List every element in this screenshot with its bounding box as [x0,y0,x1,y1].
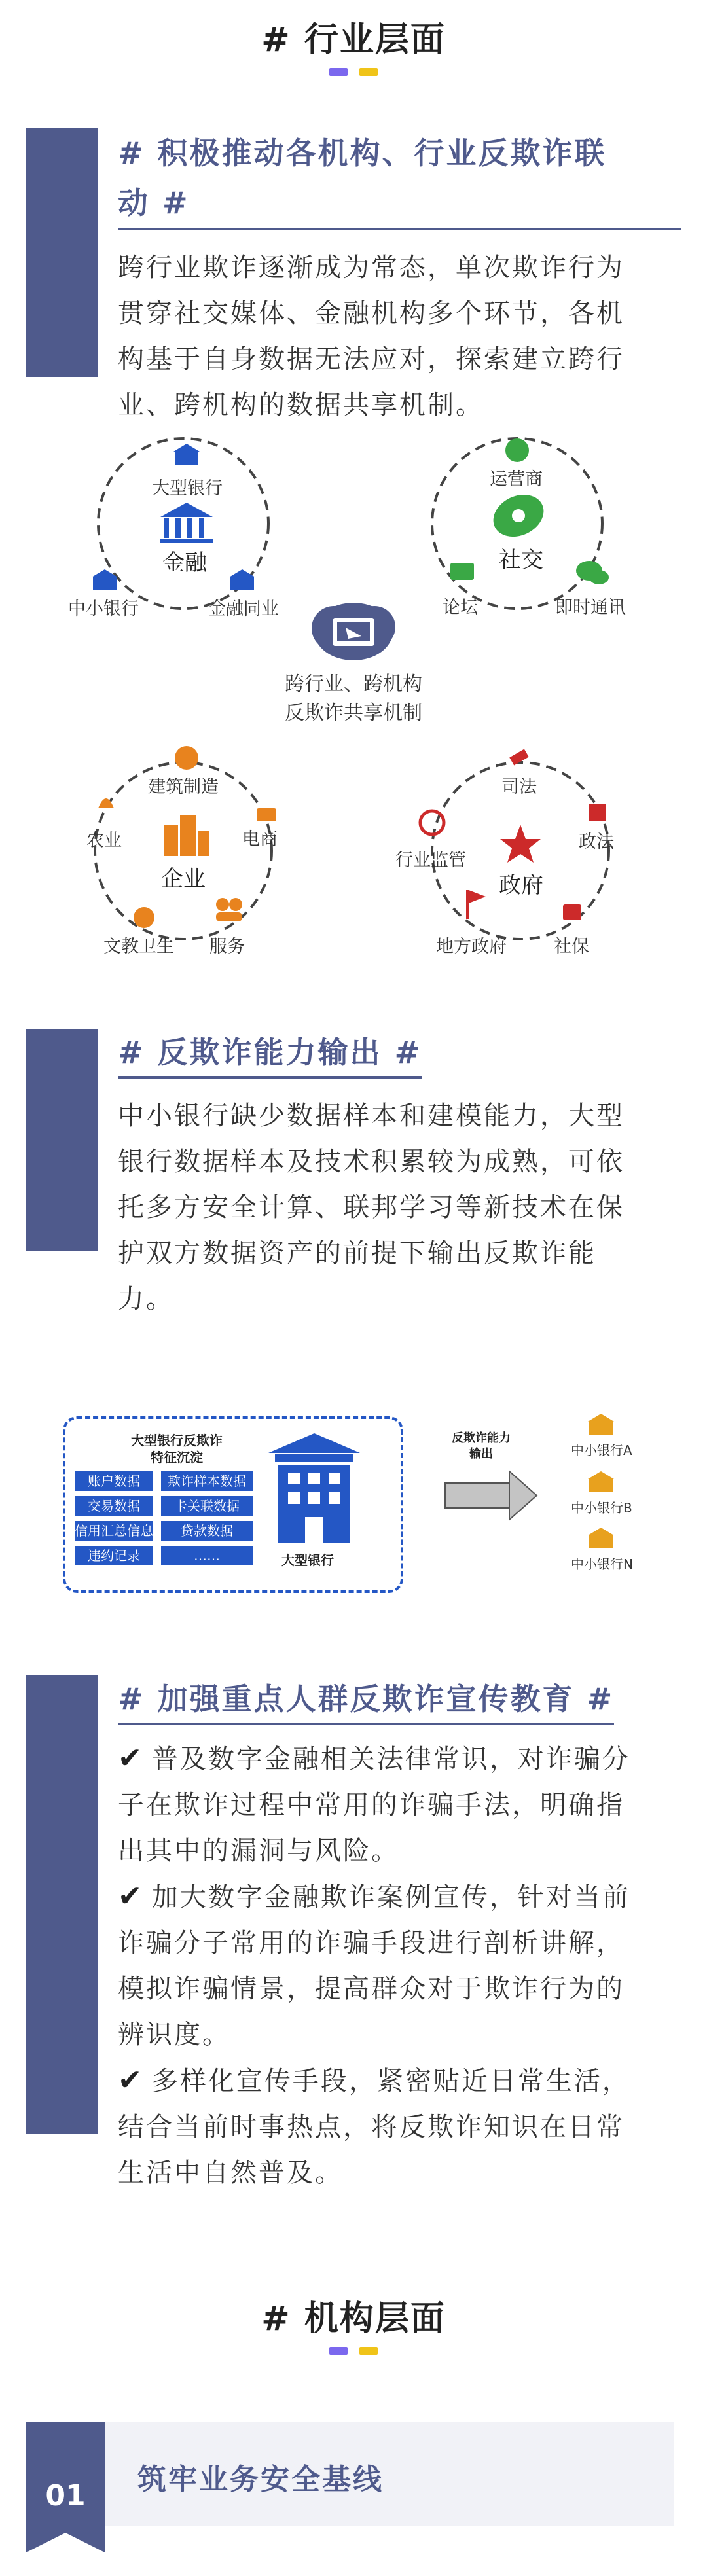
large-bank-label: 大型银行 [281,1552,334,1568]
node-social-security: 社保 [554,937,589,957]
checklist-line: 模拟诈骗情景，提高群众对于欺诈行为的 [118,1974,625,2004]
para-line: 力。 [118,1284,174,1314]
box-title-line: 大型银行反欺诈 [131,1433,223,1448]
globe-icon [505,438,529,462]
section-title-institution: # 机构层面 [261,2299,446,2338]
node-service: 服务 [209,937,245,957]
small-bank-n-icon [588,1528,614,1548]
checklist-line: 诈骗分子常用的诈骗手段进行剖析讲解， [118,1928,625,1958]
receiver-b: 中小银行B [571,1500,632,1516]
sharing-diagram [0,432,707,969]
item-number: 01 [45,2479,86,2513]
check-icon: ✔ [118,2064,144,2097]
chat-icon [576,561,609,584]
small-bank-a-icon [588,1414,614,1435]
para-line: 跨行业欺诈逐渐成为常态，单次欺诈行为 [118,253,625,283]
center-line: 跨行业、跨机构 [285,673,422,696]
checklist-item [118,1874,681,2058]
node-local-government: 地方政府 [436,937,507,957]
node-politics-law: 政法 [579,832,614,852]
politics-icon [589,804,606,821]
node-large-bank: 大型银行 [152,478,223,499]
checklist-line [118,1736,681,1782]
para-line: 中小银行缺少数据样本和建模能力，大型 [118,1101,625,1131]
forum-icon [450,563,474,580]
para-line: 托多方安全计算、联邦学习等新技术在保 [118,1192,625,1223]
tag-credit-summary: 信用汇总信息 [75,1521,153,1541]
checklist-line: 出其中的漏洞与风险。 [118,1836,399,1866]
item-01-card [26,2422,674,2526]
tag-account-data: 账户数据 [75,1471,153,1491]
check-icon: ✔ [118,1880,144,1913]
tag-default-record: 违约记录 [75,1546,153,1565]
large-bank-building-icon [268,1433,360,1543]
checklist-line [118,2058,681,2104]
card-cross-industry [26,128,681,420]
title-decoration [0,68,707,76]
bank-columns-icon [160,503,213,543]
card-accent-bar [26,1029,98,1251]
flag-icon [466,890,486,919]
box-title-line: 特征沉淀 [151,1450,203,1465]
node-industry-regulation: 行业监管 [395,850,466,870]
node-judiciary: 司法 [501,777,537,797]
node-agriculture: 农业 [86,831,122,851]
checklist-line: 结合当前时事热点，将反欺诈知识在日常 [118,2112,625,2142]
center-mechanism-label [255,668,452,725]
card-title-line1: # 积极推动各机构、行业反欺诈联 [118,135,607,171]
receiver-n: 中小银行N [571,1556,633,1572]
cart-icon [257,808,276,821]
card-title: # 反欺诈能力输出 # [118,1029,422,1079]
yellow-dash [359,2347,378,2355]
node-construction: 建筑制造 [148,777,219,797]
card-publicity-education [26,1675,681,2188]
card-title: # 加强重点人群反欺诈宣传教育 # [118,1675,614,1725]
purple-dash [329,2347,348,2355]
star-icon [500,825,541,863]
arrow-label-line: 反欺诈能力 [452,1431,511,1445]
checklist-line: 生活中自然普及。 [118,2158,343,2188]
capability-diagram [0,1407,707,1603]
item-label: 筑牢业务安全基线 [137,2463,384,2496]
small-bank-b-icon [588,1471,614,1492]
card-paragraph [118,245,681,428]
node-ecommerce: 电商 [242,829,278,850]
receiver-a: 中小银行A [571,1442,632,1458]
tag-fraud-sample: 欺诈样本数据 [161,1471,253,1491]
checklist-text: 加大数字金融欺诈案例宣传，针对当前 [151,1882,630,1912]
construction-icon [175,746,198,770]
arrow-label-line: 输出 [469,1447,493,1461]
hub-government: 政府 [499,872,543,899]
para-line: 银行数据样本及技术积累较为成熟，可依 [118,1147,625,1177]
node-small-bank: 中小银行 [68,599,139,619]
check-icon: ✔ [118,1742,144,1775]
checklist-line: 辨识度。 [118,2020,230,2050]
hub-finance: 金融 [162,550,207,576]
tag-card-association: 卡关联数据 [161,1496,253,1516]
hub-social: 社交 [499,547,543,573]
checklist-item [118,2058,681,2196]
tag-loan-data: 贷款数据 [161,1521,253,1541]
culture-icon [134,907,154,928]
output-arrow-icon [445,1471,537,1520]
center-line: 反欺诈共享机制 [285,702,422,724]
social-security-icon [563,904,581,920]
para-line: 护双方数据资产的前提下输出反欺诈能 [118,1238,596,1268]
arrow-label [445,1431,517,1462]
checklist [118,1736,681,2196]
small-bank-icon [92,569,118,590]
para-line: 贯穿社交媒体、金融机构多个环节，各机 [118,298,625,329]
node-forum: 论坛 [443,598,478,618]
social-leaf-icon [486,487,551,545]
yellow-dash [359,68,378,76]
card-paragraph [118,1093,681,1322]
checklist-item [118,1736,681,1874]
para-line: 业、跨机构的数据共享机制。 [118,390,484,420]
checklist-text: 普及数字金融相关法律常识，对诈骗分 [151,1744,630,1774]
card-title-line2: 动 # [118,178,681,230]
checklist-line: 子在欺诈过程中常用的诈骗手法，明确指 [118,1790,625,1820]
service-people-icon [216,898,242,921]
purple-dash [329,68,348,76]
node-carrier: 运营商 [490,469,543,490]
regulation-icon [420,811,444,834]
card-capability-output [26,1029,681,1317]
para-line: 构基于自身数据无法应对，探索建立跨行 [118,344,625,374]
checklist-line [118,1874,681,1920]
buildings-icon [164,815,209,856]
node-peer-bank: 金融同业 [208,599,279,619]
node-im: 即时通讯 [555,598,626,618]
hub-enterprise: 企业 [161,866,206,892]
cloud-monitor-icon [312,603,395,660]
tag-transaction-data: 交易数据 [75,1496,153,1516]
section-title-industry: # 行业层面 [261,20,446,60]
tag-ellipsis: …… [161,1546,253,1565]
card-accent-bar [26,1675,98,2134]
node-culture-health: 文教卫生 [103,937,174,957]
checklist-text: 多样化宣传手段，紧密贴近日常生活， [151,2066,630,2096]
large-bank-icon [173,444,200,465]
title-decoration [0,2347,707,2355]
card-accent-bar [26,128,98,377]
